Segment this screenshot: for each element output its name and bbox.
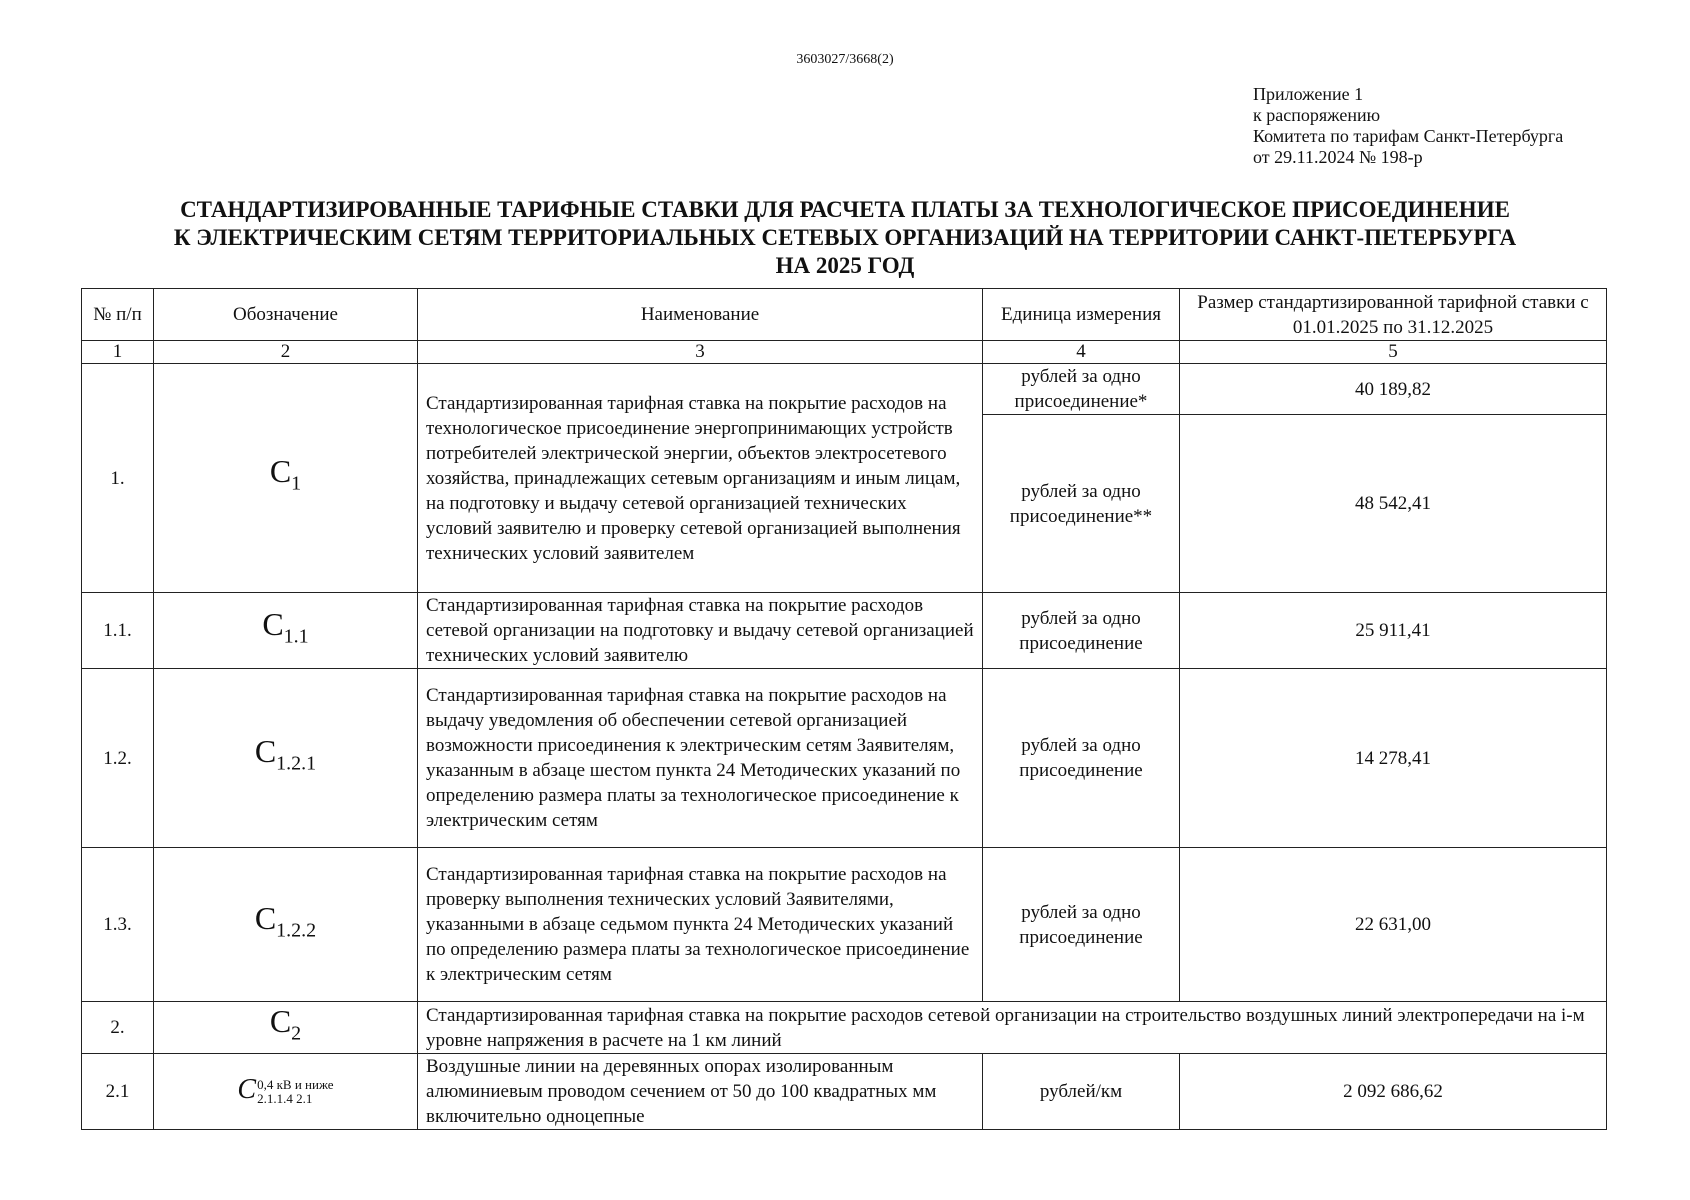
row-rate: 22 631,00: [1180, 848, 1607, 1002]
row-unit: рублей за одно присоединение: [983, 593, 1180, 669]
row-number: 1.1.: [82, 593, 154, 669]
row-number: 2.: [82, 1002, 154, 1054]
row-number: 1.: [82, 364, 154, 593]
row-unit: рублей за одно присоединение: [983, 848, 1180, 1002]
designation-symbol: C0,4 кВ и ниже 2.1.1.4 2.1: [237, 1074, 334, 1106]
row-rate: 25 911,41: [1180, 593, 1607, 669]
row-rate: 40 189,82: [1180, 364, 1607, 415]
designation-symbol: $C_{1.2.2}$: [254, 899, 317, 942]
header-unit: Единица измерения: [983, 289, 1180, 341]
row-name: Стандартизированная тарифная ставка на покрытие расходов на выдачу уведомления об обеспечении сетевой организацией возможности присоединения к электрическим сетям Заявителям, указанным в абзаце шестом пункта 24 Методических указаний по определению размера платы за технологическое присоединение к электрическим сетям: [418, 669, 983, 848]
row-unit: рублей за одно присоединение**: [983, 415, 1180, 593]
appendix-line: Комитета по тарифам Санкт-Петербурга: [1253, 126, 1564, 146]
table-row: [82, 1054, 1607, 1130]
row-unit: рублей за одно присоединение*: [983, 364, 1180, 415]
title-line: СТАНДАРТИЗИРОВАННЫЕ ТАРИФНЫЕ СТАВКИ ДЛЯ РАСЧЕТА ПЛАТЫ ЗА ТЕХНОЛОГИЧЕСКОЕ ПРИСОЕДИНЕНИЕ: [180, 197, 1510, 222]
column-number: 3: [418, 341, 983, 364]
row-designation: [154, 848, 418, 1002]
table-row: [82, 364, 1607, 415]
table-row: [82, 1002, 1607, 1054]
designation-symbol: $C_{1.1}$: [262, 605, 309, 648]
tariff-table: [81, 288, 1607, 1130]
row-name: Стандартизированная тарифная ставка на покрытие расходов сетевой организации на подготовку и выдачу сетевой организацией технических условий заявителю: [418, 593, 983, 669]
row-rate: 48 542,41: [1180, 415, 1607, 593]
column-number: 2: [154, 341, 418, 364]
appendix-line: от 29.11.2024 № 198-р: [1253, 147, 1423, 167]
row-name: Стандартизированная тарифная ставка на покрытие расходов на технологическое присоединение энергопринимающих устройств потребителей электрической энергии, объектов электросетевого хозяйства, принадлежащих сетевым организациям и иным лицам, на подготовку и выдачу сетевой организацией технических условий заявителю и проверку сетевой организацией выполнения технических условий заявителем: [418, 364, 983, 593]
table-header-row: [82, 289, 1607, 341]
document-number: 3603027/3668(2): [796, 52, 894, 67]
row-name: Стандартизированная тарифная ставка на покрытие расходов на проверку выполнения технических условий Заявителями, указанными в абзаце седьмом пункта 24 Методических указаний по определению размера платы за технологическое присоединение к электрическим сетям: [418, 848, 983, 1002]
column-number-row: [82, 341, 1607, 364]
row-name: Стандартизированная тарифная ставка на покрытие расходов сетевой организации на строительство воздушных линий электропередачи на i-м уровне напряжения в расчете на 1 км линий: [418, 1002, 1607, 1054]
table-row: [82, 669, 1607, 848]
document-title: [0, 196, 1690, 280]
appendix-block: [1253, 84, 1563, 168]
header-designation: Обозначение: [154, 289, 418, 341]
table-row: [82, 848, 1607, 1002]
row-number: 2.1: [82, 1054, 154, 1130]
title-line: НА 2025 ГОД: [775, 253, 915, 278]
header-no: № п/п: [82, 289, 154, 341]
row-unit: рублей за одно присоединение: [983, 669, 1180, 848]
row-designation: [154, 1054, 418, 1130]
title-line: К ЭЛЕКТРИЧЕСКИМ СЕТЯМ ТЕРРИТОРИАЛЬНЫХ СЕТЕВЫХ ОРГАНИЗАЦИЙ НА ТЕРРИТОРИИ САНКТ-ПЕТЕРБУРГА: [173, 225, 1517, 250]
appendix-line: к распоряжению: [1253, 105, 1381, 125]
designation-symbol: $C_{1.2.1}$: [254, 733, 317, 775]
designation-symbol: $C_1$: [269, 453, 302, 495]
symbol-superscript: 0,4 кВ и ниже: [257, 1076, 334, 1092]
row-number: 1.2.: [82, 669, 154, 848]
row-designation: [154, 593, 418, 669]
row-designation: [154, 669, 418, 848]
column-number: 5: [1180, 341, 1607, 364]
header-name: Наименование: [418, 289, 983, 341]
row-number: 1.3.: [82, 848, 154, 1002]
table-row: [82, 593, 1607, 669]
designation-symbol: $C_2$: [269, 1002, 302, 1045]
header-rate: Размер стандартизированной тарифной ставки с 01.01.2025 по 31.12.2025: [1180, 289, 1607, 341]
column-number: 1: [82, 341, 154, 364]
row-designation: [154, 1002, 418, 1054]
row-name: Воздушные линии на деревянных опорах изолированным алюминиевым проводом сечением от 50 до 100 квадратных мм включительно одноцепные: [418, 1054, 983, 1130]
column-number: 4: [983, 341, 1180, 364]
row-rate: 2 092 686,62: [1180, 1054, 1607, 1130]
symbol-subscript: 2.1.1.4 2.1: [257, 1090, 313, 1106]
row-designation: [154, 364, 418, 593]
row-unit: рублей/км: [983, 1054, 1180, 1130]
row-rate: 14 278,41: [1180, 669, 1607, 848]
appendix-line: Приложение 1: [1253, 84, 1364, 104]
